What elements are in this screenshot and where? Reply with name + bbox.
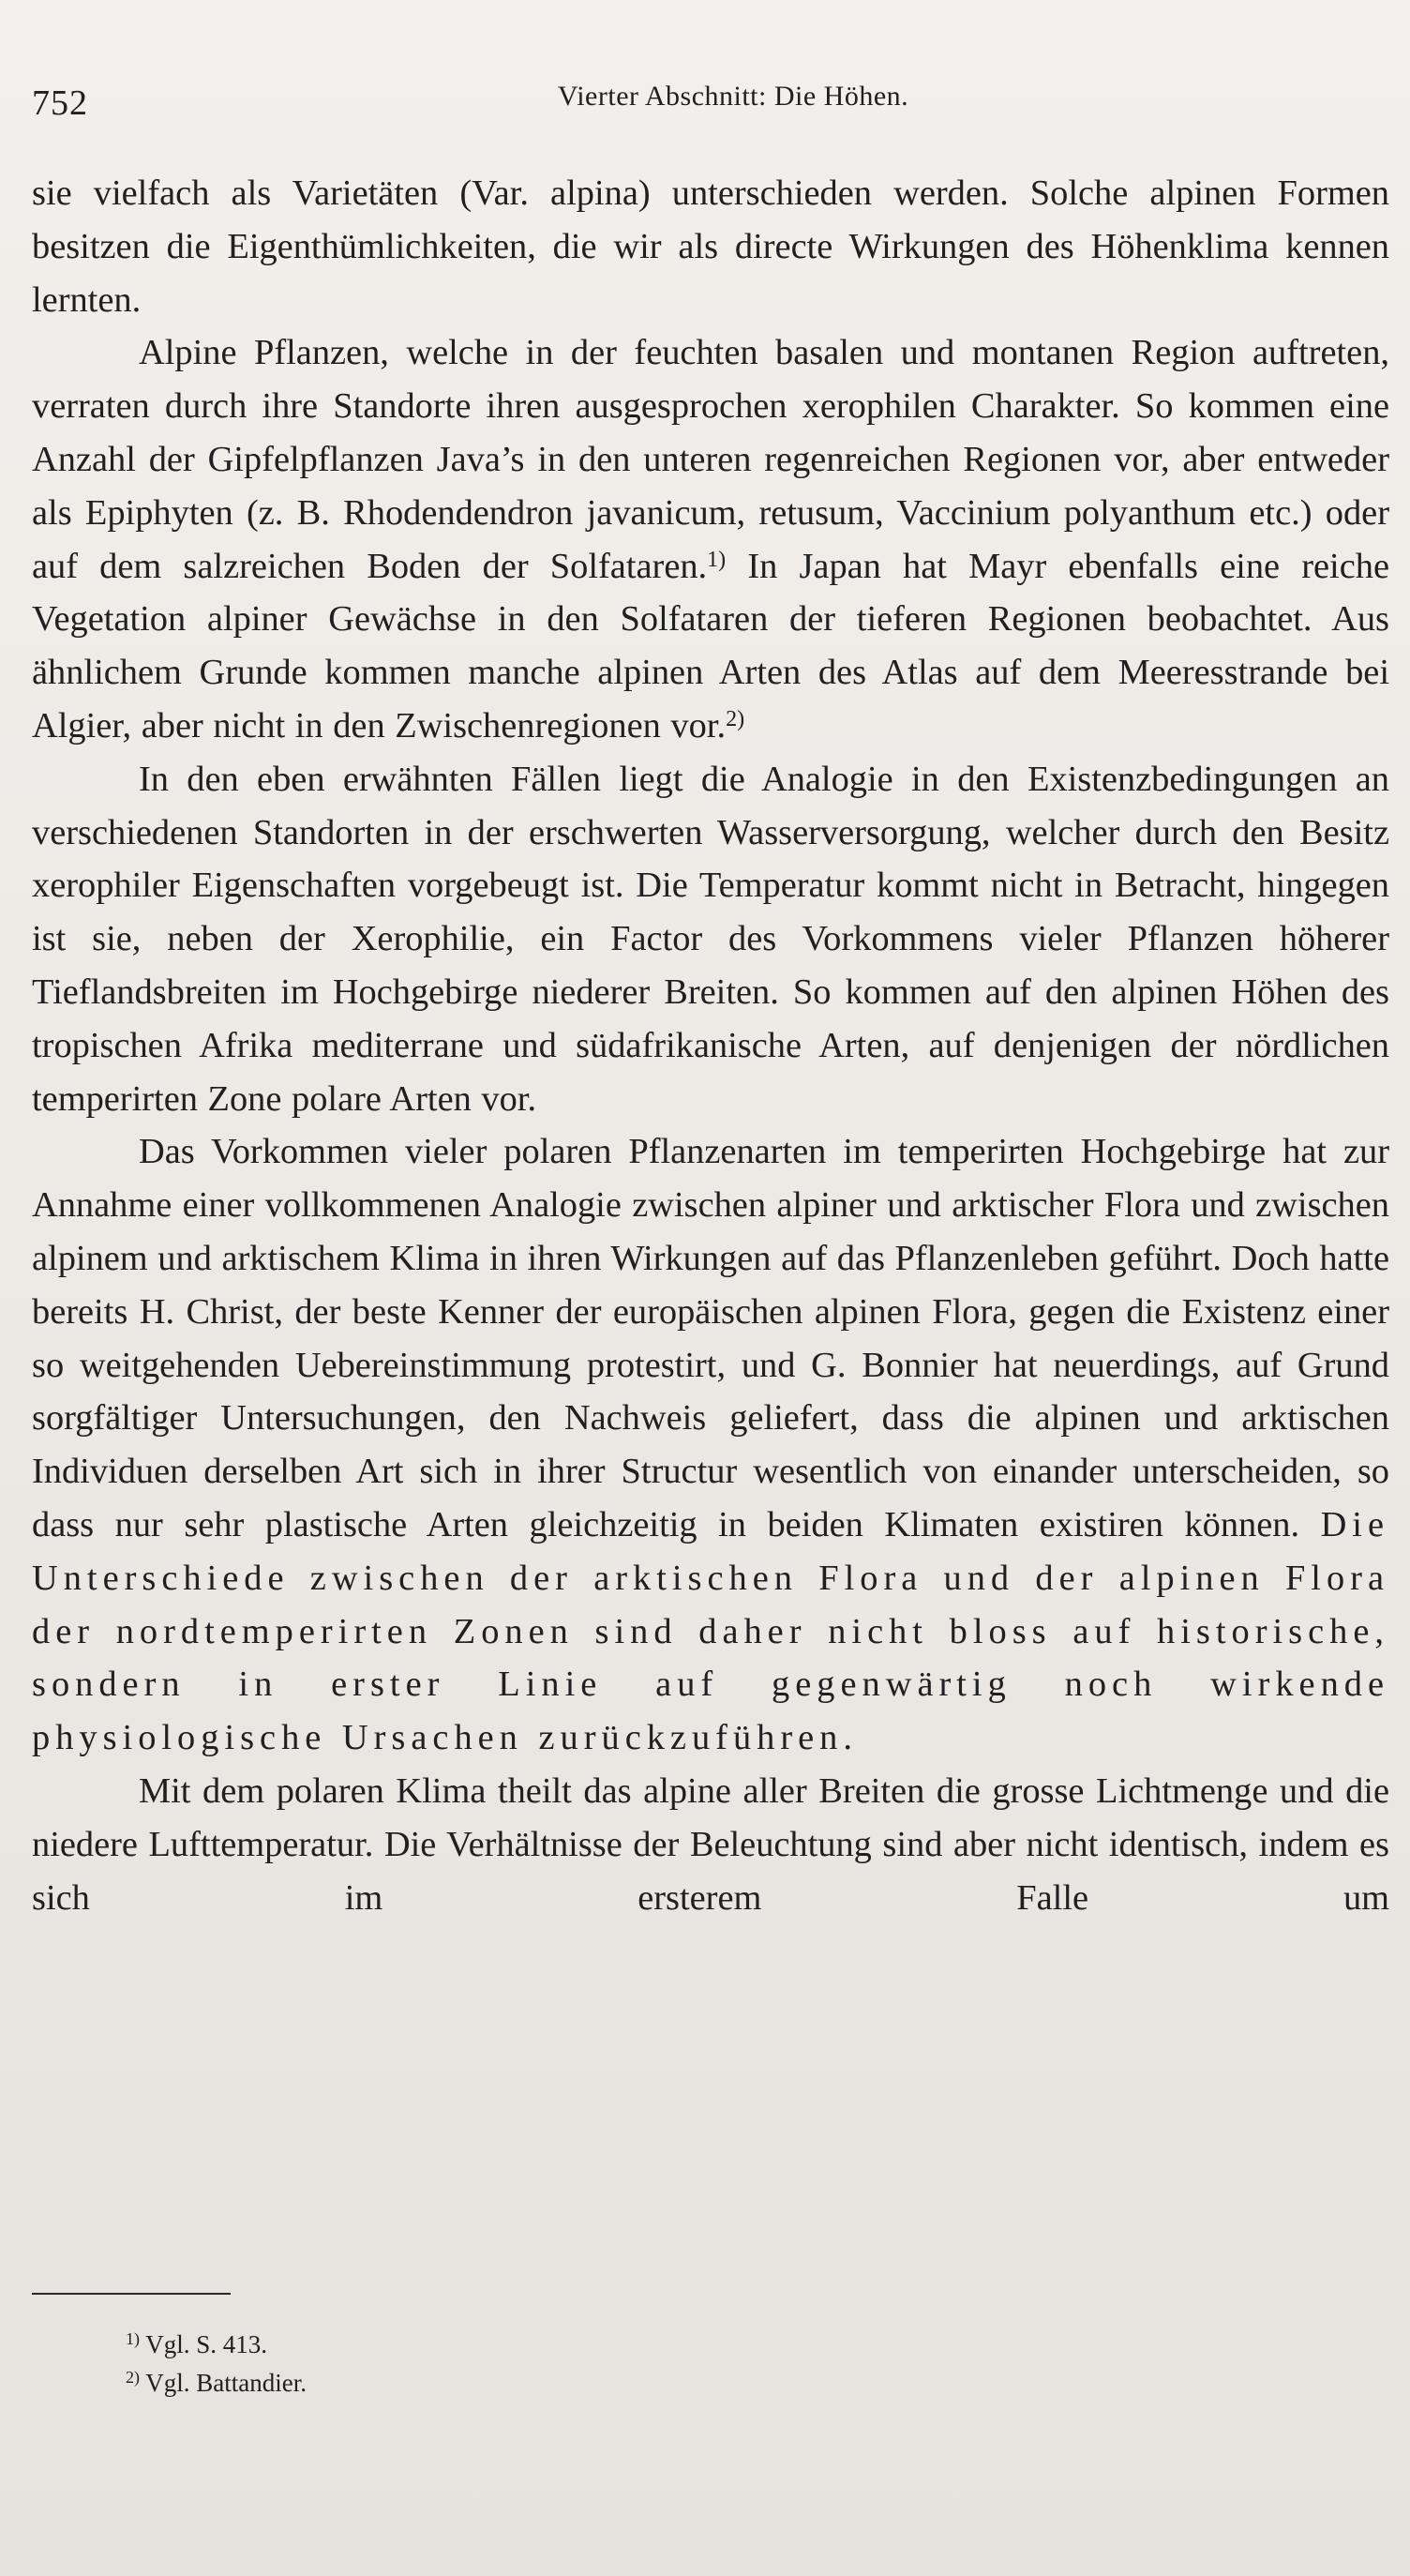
footnote-1-mark: 1) xyxy=(126,2329,140,2348)
paragraph-5: Mit dem polaren Klima theilt das alpine aller Breiten die grosse Lichtmenge und die niedere Lufttemperatur. Die Verhältnisse der Beleuchtung sind aber nicht identisch, indem es sich im ersterem Falle um xyxy=(32,1770,1389,1918)
footnote-1-text: Vgl. S. 413. xyxy=(145,2330,268,2358)
footnotes xyxy=(126,2326,307,2403)
paragraph-3: In den eben erwähnten Fällen liegt die Analogie in den Existenzbedingungen an verschiedenen Standorten in der erschwerten Wasserversorgung, welcher durch den Besitz xerophiler Eigenschaften vorgebeugt ist. Die Temperatur kommt nicht in Betracht, hingegen ist sie, neben der Xerophilie, ein Factor des Vorkommens vieler Pflanzen höherer Tieflandsbreiten im Hochgebirge niederer Breiten. So kommen auf den alpinen Höhen des tropischen Afrika mediterrane und südafrikanische Arten, auf denjenigen der nördlichen temperirten Zone polare Arten vor. xyxy=(32,759,1389,1119)
running-head: Vierter Abschnitt: Die Höhen. xyxy=(557,81,909,112)
paragraph-2-text: Alpine Pflanzen, welche in der feuchten basalen und montanen Region auftreten, verraten durch ihre Standorte ihren ausgesprochen xerophilen Charakter. So kommen eine Anzahl der Gipfelpflanzen Java’s in den unteren regenreichen Regionen vor, aber entweder als Epiphyten (z. B. Rhodendendron javanicum, retusum, Vaccinium polyanthum etc.) oder auf dem salzreichen Boden der Solfataren. xyxy=(32,333,1389,586)
paragraph-1: sie vielfach als Varietäten (Var. alpina) unterschieden werden. Solche alpinen Formen besitzen die Eigenthümlichkeiten, die wir als directe Wirkungen des Höhenklima kennen lernten. xyxy=(32,173,1389,320)
paragraph-4 xyxy=(32,1125,1389,1765)
footnote-2 xyxy=(126,2364,307,2403)
footnote-2-text: Vgl. Battandier. xyxy=(145,2369,307,2397)
footnote-1 xyxy=(126,2326,307,2364)
paragraph-4-text: Das Vorkommen vieler polaren Pflanzenarten im temperirten Hochgebirge hat zur Annahme einer vollkommenen Analogie zwischen alpiner und arktischer Flora und zwischen alpinem und arktischem Klima in ihren Wirkungen auf das Pflanzenleben geführt. Doch hatte bereits H. Christ, der beste Kenner der europäischen alpinen Flora, gegen die Existenz einer so weitgehenden Uebereinstimmung protestirt, und G. Bonnier hat neuerdings, auf Grund sorgfältiger Untersuchungen, den Nachweis geliefert, dass die alpinen und arktischen Individuen derselben Art sich in ihrer Structur wesentlich von einander unterscheiden, so dass nur sehr plastische Arten gleichzeitig in beiden Klimaten existiren können. xyxy=(32,1132,1389,1544)
footnote-ref-1: 1) xyxy=(707,547,727,572)
footnote-ref-2: 2) xyxy=(726,706,745,731)
body-text xyxy=(32,167,1389,1924)
paragraph-2 xyxy=(32,326,1389,752)
footnote-2-mark: 2) xyxy=(126,2368,140,2387)
footnote-rule xyxy=(32,2293,231,2295)
paragraph-4-emphasis: Die Unterschiede zwischen der arktischen Flora und der alpinen Flora der nordtemperirten Zonen sind daher nicht bloss auf historische, sondern in erster Linie auf gegenwärtig noch wirkende physiologische Ursachen zurückzuführen. xyxy=(32,1504,1389,1758)
page-number: 752 xyxy=(32,83,88,123)
paragraph-2-text-cont: In Japan hat Mayr ebenfalls eine reiche Vegetation alpiner Gewächse in den Solfataren der tieferen Regionen beobachtet. Aus ähnlichem Grunde kommen manche alpinen Arten des Atlas auf dem Meeresstrande bei Algier, aber nicht in den Zwischenregionen vor. xyxy=(32,546,1389,746)
